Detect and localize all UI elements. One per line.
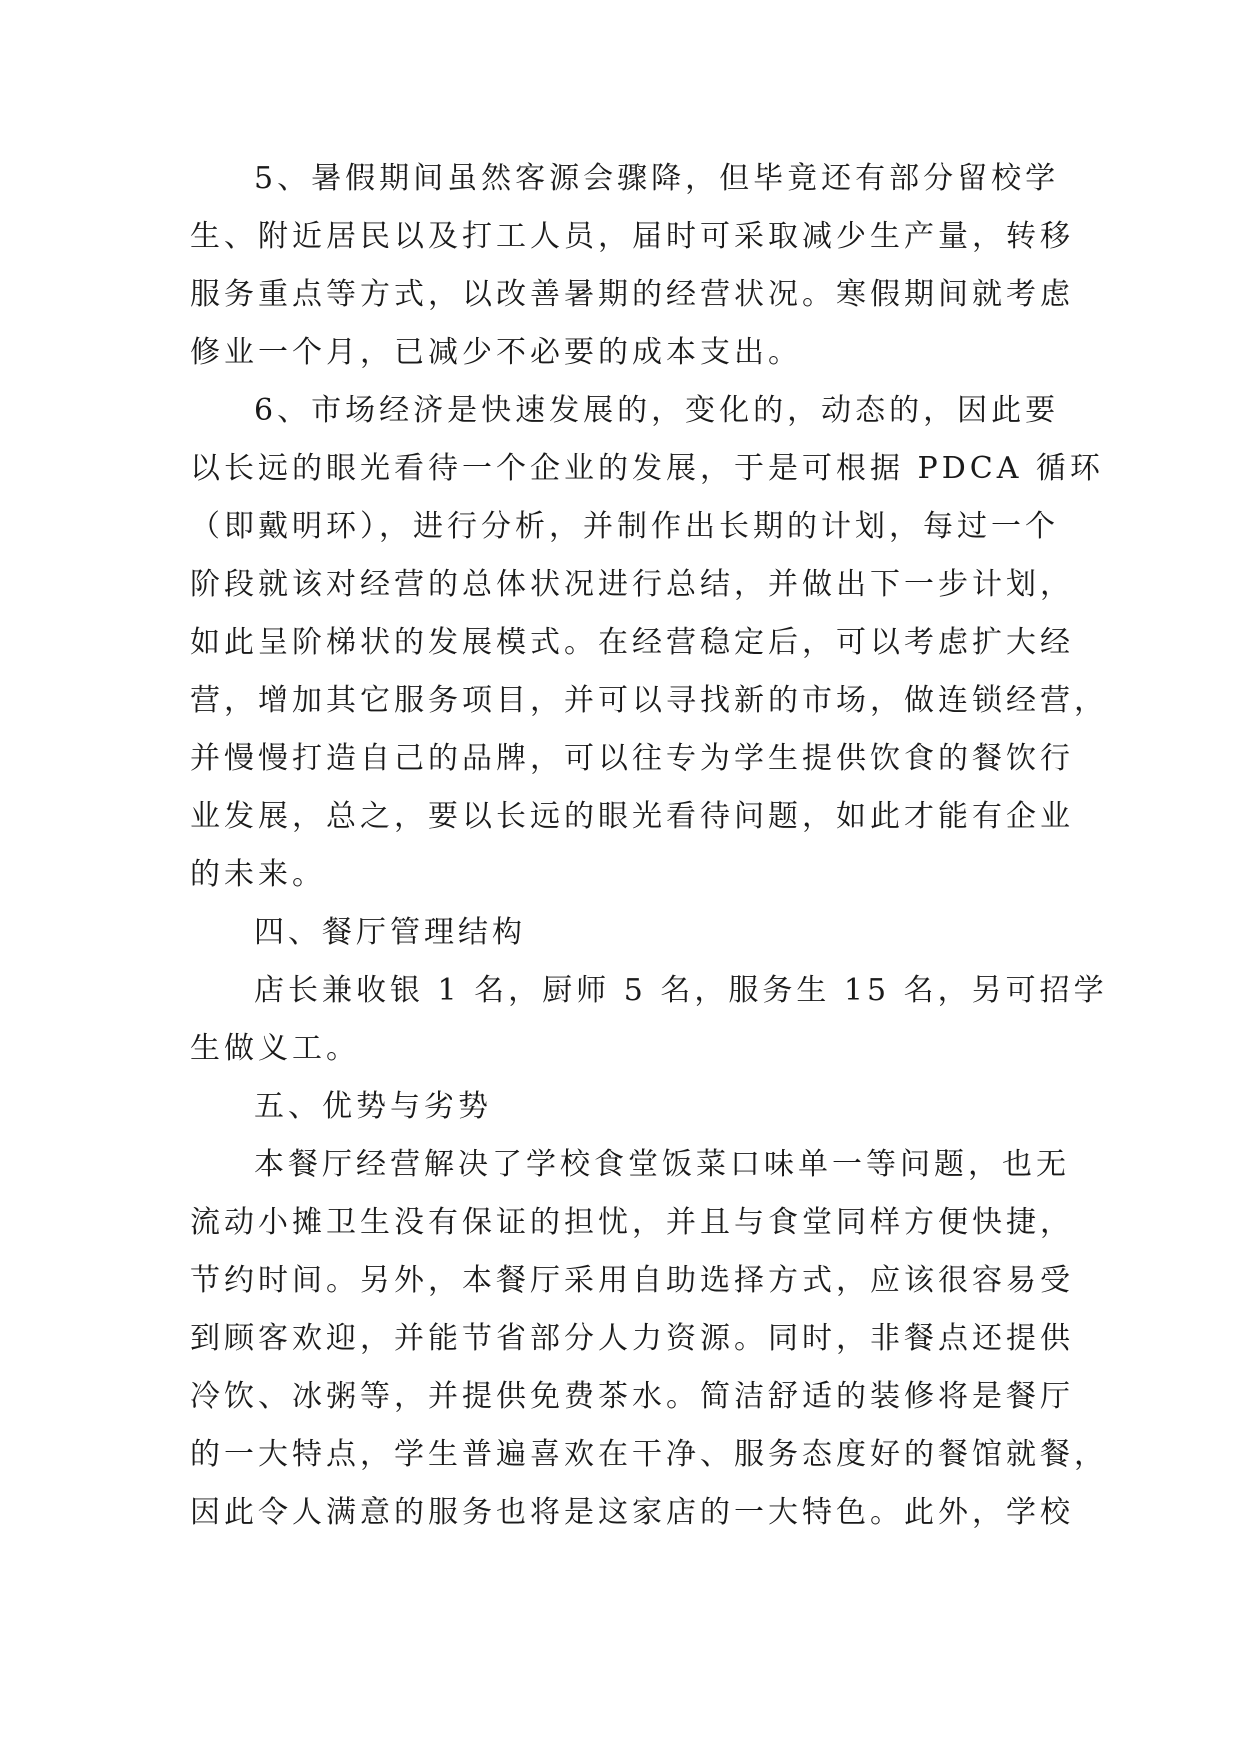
paragraph-line: 店长兼收银 1 名，厨师 5 名，服务生 15 名，另可招学 bbox=[254, 973, 1108, 1008]
paragraph-line: 流动小摊卫生没有保证的担忧，并且与食堂同样方便快捷， bbox=[190, 1205, 1074, 1240]
section-heading: 五、优势与劣势 bbox=[254, 1089, 492, 1124]
document-body bbox=[190, 150, 1108, 1542]
paragraph-line: 并慢慢打造自己的品牌，可以往专为学生提供饮食的餐饮行 bbox=[190, 741, 1074, 776]
section-heading: 四、餐厅管理结构 bbox=[254, 915, 526, 950]
paragraph-line: 的未来。 bbox=[190, 857, 326, 892]
paragraph-line: 以长远的眼光看待一个企业的发展，于是可根据 PDCA 循环 bbox=[190, 451, 1104, 486]
paragraph-line: 节约时间。另外，本餐厅采用自助选择方式，应该很容易受 bbox=[190, 1263, 1074, 1298]
paragraph-line: 修业一个月，已减少不必要的成本支出。 bbox=[190, 335, 802, 370]
paragraph-line: （即戴明环），进行分析，并制作出长期的计划，每过一个 bbox=[190, 509, 1059, 544]
paragraph-line: 的一大特点，学生普遍喜欢在干净、服务态度好的餐馆就餐， bbox=[190, 1437, 1108, 1472]
paragraph-line: 因此令人满意的服务也将是这家店的一大特色。此外，学校 bbox=[190, 1495, 1074, 1530]
paragraph-line: 如此呈阶梯状的发展模式。在经营稳定后，可以考虑扩大经 bbox=[190, 625, 1074, 660]
paragraph-line: 营，增加其它服务项目，并可以寻找新的市场，做连锁经营， bbox=[190, 683, 1108, 718]
paragraph-line: 生做义工。 bbox=[190, 1031, 360, 1066]
paragraph-line: 冷饮、冰粥等，并提供免费茶水。简洁舒适的装修将是餐厅 bbox=[190, 1379, 1074, 1414]
paragraph-line: 6、市场经济是快速发展的，变化的，动态的，因此要 bbox=[254, 393, 1060, 428]
paragraph-line: 本餐厅经营解决了学校食堂饭菜口味单一等问题，也无 bbox=[254, 1147, 1070, 1182]
paragraph-line: 阶段就该对经营的总体状况进行总结，并做出下一步计划， bbox=[190, 567, 1074, 602]
paragraph-line: 服务重点等方式，以改善暑期的经营状况。寒假期间就考虑 bbox=[190, 277, 1074, 312]
paragraph-line: 生、附近居民以及打工人员，届时可采取减少生产量，转移 bbox=[190, 219, 1074, 254]
paragraph-line: 业发展，总之，要以长远的眼光看待问题，如此才能有企业 bbox=[190, 799, 1074, 834]
paragraph-line: 5、暑假期间虽然客源会骤降，但毕竟还有部分留校学 bbox=[254, 161, 1060, 196]
paragraph-line: 到顾客欢迎，并能节省部分人力资源。同时，非餐点还提供 bbox=[190, 1321, 1074, 1356]
